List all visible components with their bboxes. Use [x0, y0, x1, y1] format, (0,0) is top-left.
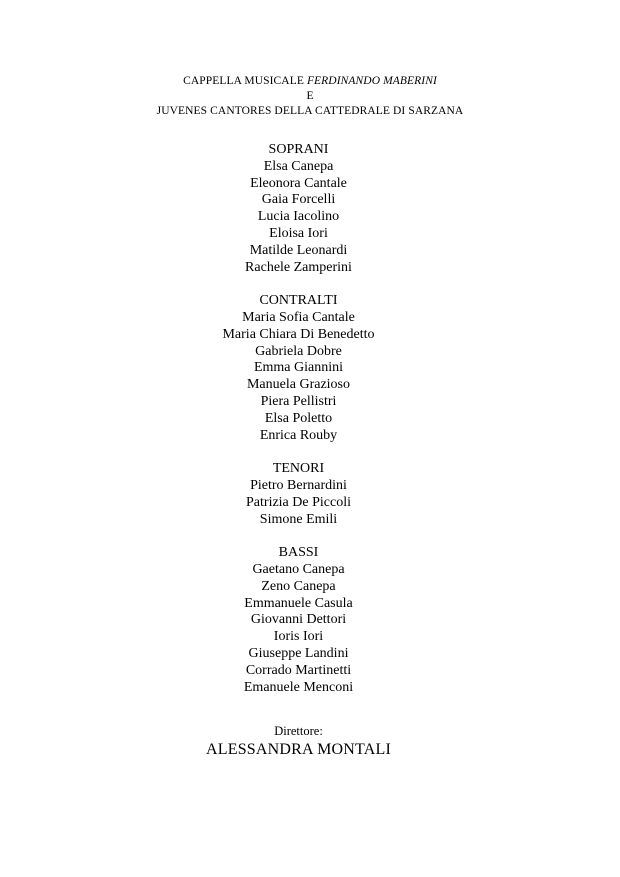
- member-name: Piera Pellistri: [260, 393, 337, 409]
- member-name: Eloisa Iori: [269, 225, 328, 241]
- member-name: Emma Giannini: [253, 360, 344, 376]
- member-name: Zeno Canepa: [261, 578, 336, 594]
- member-name: Matilde Leonardi: [249, 242, 348, 258]
- member-name: Elsa Canepa: [263, 158, 334, 174]
- member-name: Ioris Iori: [273, 629, 324, 645]
- voice-section-contralti: [0, 293, 597, 444]
- member-name: Enrica Rouby: [259, 427, 338, 443]
- header-line-1: [0, 74, 620, 89]
- member-name: Emanuele Menconi: [243, 679, 354, 695]
- member-name: Giovanni Dettori: [250, 612, 347, 628]
- section-title: TENORI: [272, 461, 325, 477]
- header-choir-name: CAPPELLA MUSICALE: [183, 75, 307, 87]
- director-block: [0, 723, 597, 760]
- member-name: Lucia Iacolino: [257, 209, 340, 225]
- member-name: Emmanuele Casula: [244, 595, 353, 611]
- header-line-3: JUVENES CANTORES DELLA CATTEDRALE DI SARZANA: [156, 105, 464, 117]
- member-name: Gaetano Canepa: [252, 561, 345, 577]
- choir-roster: [0, 142, 597, 713]
- director-name: ALESSANDRA MONTALI: [206, 741, 391, 758]
- member-name: Gabriela Dobre: [255, 343, 342, 359]
- member-name: Eleonora Cantale: [250, 175, 347, 191]
- voice-section-bassi: [0, 545, 597, 696]
- section-title: CONTRALTI: [259, 293, 338, 309]
- member-name: Maria Sofia Cantale: [242, 309, 355, 325]
- voice-section-tenori: [0, 461, 597, 528]
- choir-header: [0, 74, 620, 119]
- member-name: Patrizia De Piccoli: [246, 494, 351, 510]
- section-title: SOPRANI: [268, 142, 329, 157]
- member-name: Manuela Grazioso: [246, 377, 351, 393]
- header-line-2: E: [306, 90, 314, 102]
- member-name: Rachele Zamperini: [245, 259, 352, 275]
- member-name: Gaia Forcelli: [261, 192, 336, 208]
- member-name: Maria Chiara Di Benedetto: [222, 326, 375, 342]
- member-name: Simone Emili: [259, 511, 338, 527]
- director-label: Direttore:: [274, 724, 323, 738]
- member-name: Giuseppe Landini: [248, 645, 349, 661]
- header-choir-namesake: FERDINANDO MABERINI: [306, 75, 437, 87]
- member-name: Elsa Poletto: [264, 410, 333, 426]
- section-title: BASSI: [278, 545, 319, 561]
- member-name: Pietro Bernardini: [250, 477, 347, 493]
- member-name: Corrado Martinetti: [245, 662, 352, 678]
- voice-section-soprani: [0, 142, 597, 276]
